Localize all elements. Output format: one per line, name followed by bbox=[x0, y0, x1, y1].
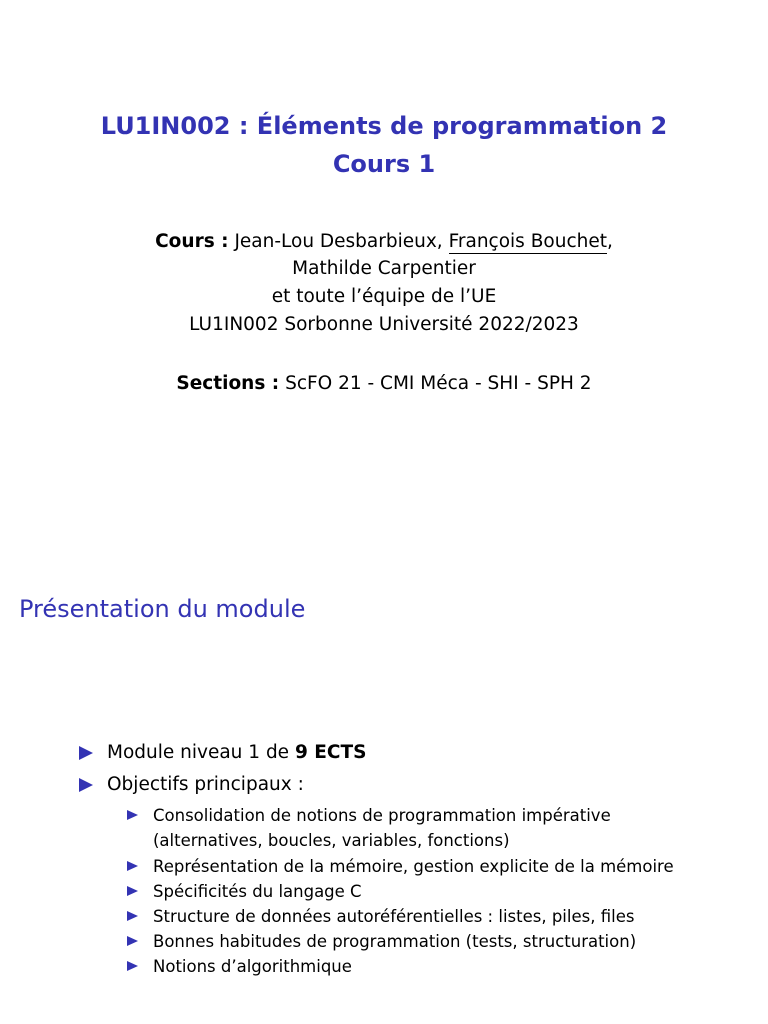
list-item-objectifs: Objectifs principaux : bbox=[107, 774, 304, 795]
sub-list-item: Représentation de la mémoire, gestion explicite de la mémoire bbox=[153, 857, 674, 876]
sub-bullet-triangle-icon bbox=[127, 810, 138, 820]
sub-bullet-triangle-icon bbox=[127, 936, 138, 946]
bullet-triangle-icon bbox=[79, 746, 93, 760]
sub-list-item: Bonnes habitudes de programmation (tests, structuration) bbox=[153, 932, 637, 951]
bullet-triangle-icon bbox=[79, 778, 93, 792]
cours-highlighted-name: François Bouchet bbox=[448, 231, 607, 252]
sub-bullet-triangle-icon bbox=[127, 911, 138, 921]
sub-list-item: Structure de données autoréférentielles : listes, piles, files bbox=[153, 907, 635, 926]
sub-list-item: Spécificités du langage C bbox=[153, 882, 362, 901]
ects-prefix: Module niveau 1 de bbox=[107, 742, 295, 763]
sub-list-item: Consolidation de notions de programmation impérative bbox=[153, 806, 611, 825]
ects-value: 9 ECTS bbox=[294, 742, 367, 763]
list-item-ects bbox=[107, 740, 366, 766]
section-heading: Présentation du module bbox=[19, 595, 306, 623]
cours-label: Cours : bbox=[155, 231, 229, 252]
sub-bullet-triangle-icon bbox=[127, 861, 138, 871]
sections-label: Sections : bbox=[176, 373, 280, 394]
cours-names: Jean-Lou Desbarbieux, bbox=[234, 231, 443, 252]
slide-title: LU1IN002 : Éléments de programmation 2 bbox=[100, 112, 668, 140]
sub-list-item-continuation: (alternatives, boucles, variables, fonctions) bbox=[153, 831, 510, 850]
sections-value: ScFO 21 - CMI Méca - SHI - SPH 2 bbox=[285, 373, 592, 394]
cours-line-3: et toute l’équipe de l’UE bbox=[271, 286, 497, 307]
cours-line bbox=[0, 229, 768, 255]
slide-subtitle: Cours 1 bbox=[332, 150, 436, 178]
cours-line-2: Mathilde Carpentier bbox=[292, 258, 476, 279]
sections-line bbox=[0, 371, 768, 397]
course-year-line: LU1IN002 Sorbonne Université 2022/2023 bbox=[189, 314, 579, 335]
sub-bullet-triangle-icon bbox=[127, 886, 138, 896]
sub-list-item: Notions d’algorithmique bbox=[153, 957, 352, 976]
sub-bullet-triangle-icon bbox=[127, 961, 138, 971]
cours-comma: , bbox=[606, 231, 613, 252]
